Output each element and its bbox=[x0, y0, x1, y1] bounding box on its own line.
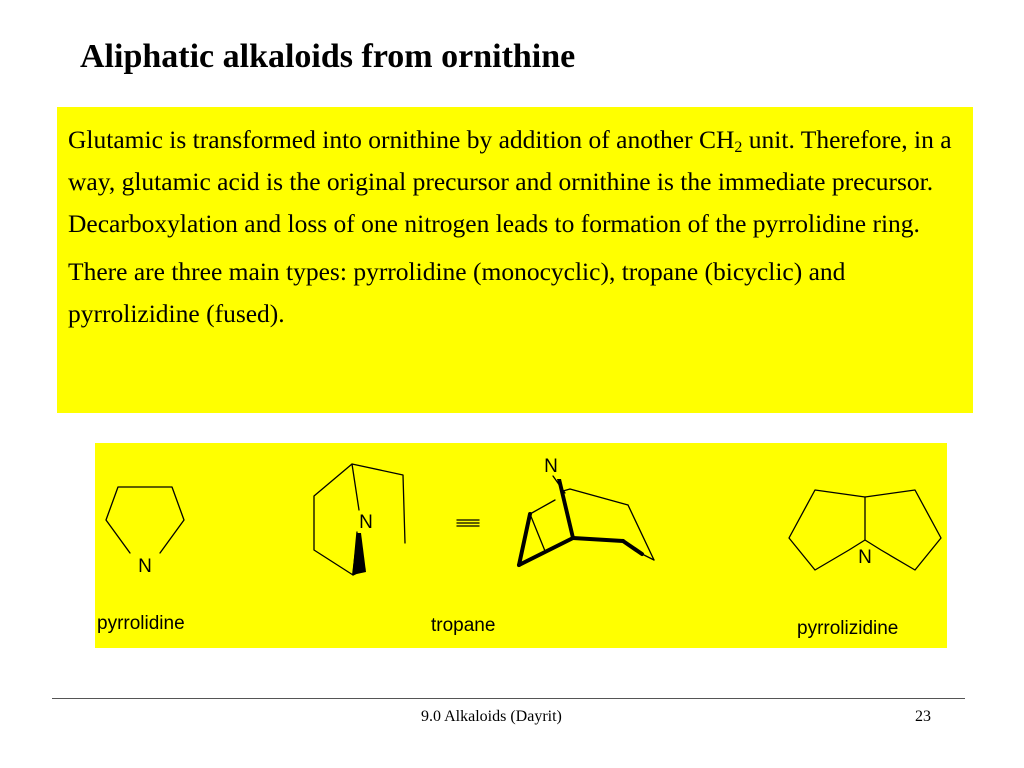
tropane-persp-back-2 bbox=[530, 514, 545, 551]
paragraph-1 bbox=[68, 119, 963, 245]
tropane-3d-bridge-top bbox=[352, 464, 359, 510]
pyrrolidine-ring bbox=[106, 487, 184, 553]
tropane-persp-n-atom: N bbox=[544, 456, 558, 477]
tropane-persp-wedge-3 bbox=[573, 538, 623, 541]
tropane-persp-wedge-bond bbox=[557, 479, 575, 538]
tropane-persp-wedge-4 bbox=[623, 541, 642, 554]
page-number: 23 bbox=[915, 708, 931, 725]
tropane-3d-n-atom: N bbox=[359, 512, 373, 533]
paragraph-1-start: Glutamic is transformed into ornithine by addition of another CH bbox=[68, 125, 735, 154]
label-pyrrolizidine: pyrrolizidine bbox=[797, 618, 899, 639]
tropane-persp-wedge-1 bbox=[519, 514, 530, 565]
slide-title: Aliphatic alkaloids from ornithine bbox=[80, 38, 576, 75]
paragraph-2: There are three main types: pyrrolidine (monocyclic), tropane (bicyclic) and pyrrolizidine (fused). bbox=[68, 257, 846, 328]
label-tropane: tropane bbox=[431, 615, 496, 636]
label-pyrrolidine: pyrrolidine bbox=[97, 613, 185, 634]
footer-caption: 9.0 Alkaloids (Dayrit) bbox=[421, 708, 562, 725]
tropane-persp-back-4 bbox=[570, 489, 628, 505]
pyrrolizidine-n-atom: N bbox=[858, 547, 872, 568]
tropane-persp-wedge-2 bbox=[519, 538, 573, 565]
tropane-persp-back-1 bbox=[530, 500, 555, 514]
text-box bbox=[57, 107, 973, 413]
structures-figure bbox=[95, 443, 947, 648]
tropane-3d-bold-wedge bbox=[352, 533, 366, 575]
subscript-2: 2 bbox=[734, 139, 743, 156]
pyrrolidine-n-atom: N bbox=[138, 556, 152, 577]
paragraph-1-end: unit. Therefore, in a way, glutamic acid is the original precursor and ornithine is the immediate precursor. Decarboxylation and loss of one nitrogen leads to formation of the pyrrolidine ring. bbox=[68, 125, 952, 238]
footer-divider bbox=[52, 698, 965, 699]
